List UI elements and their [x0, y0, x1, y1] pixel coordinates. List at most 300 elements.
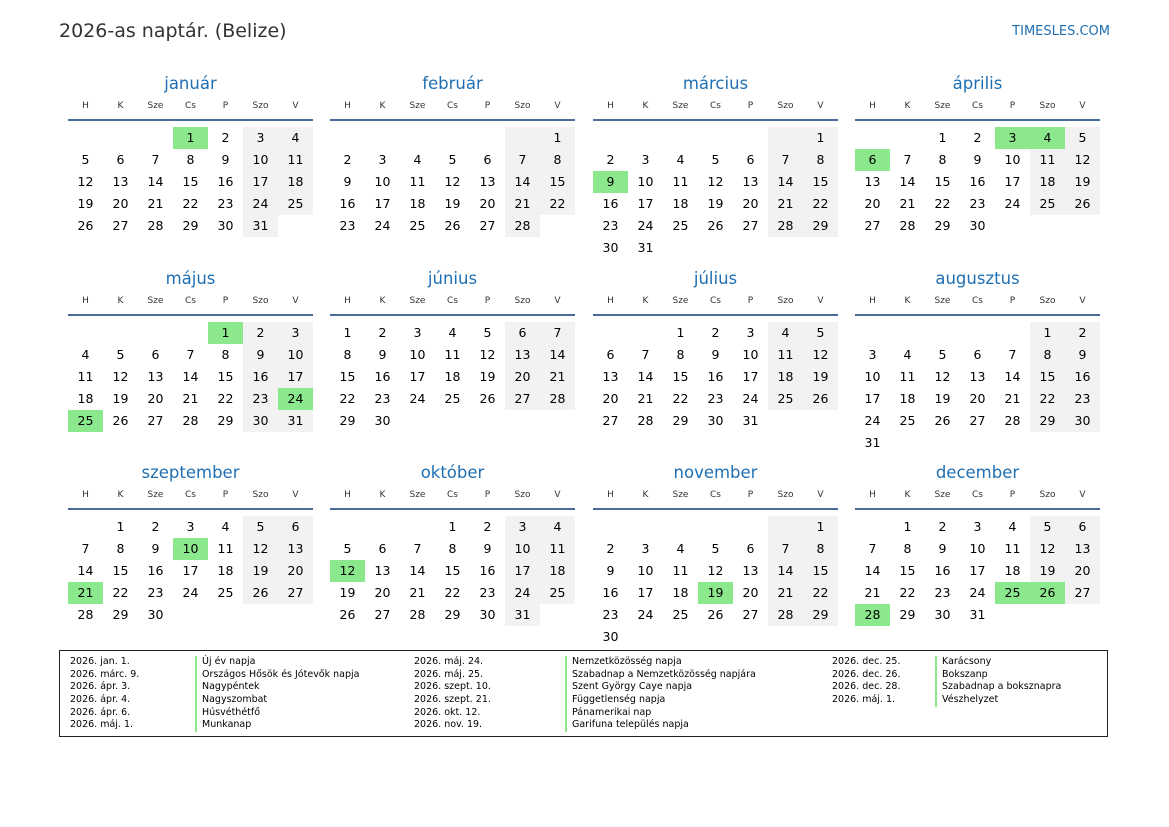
weekday-label: K: [642, 101, 649, 111]
weekday-label: H: [869, 296, 876, 306]
day-cell: 7: [81, 541, 90, 556]
day-cell: 29: [1030, 410, 1065, 432]
day-cell: 2: [378, 325, 387, 340]
holiday-name: Szent György Caye napja: [565, 681, 756, 694]
weekday-label: V: [1079, 296, 1086, 306]
day-cell: 27: [742, 607, 759, 622]
weekday-label: Szo: [1039, 490, 1056, 500]
day-cell: 17: [182, 563, 199, 578]
weekday-label: Sze: [409, 296, 426, 306]
holiday-day-cell: 10: [173, 538, 208, 560]
week-row: [68, 388, 313, 410]
day-cell: 30: [147, 607, 164, 622]
day-cell: 6: [746, 541, 755, 556]
empty-day-cell: [1030, 604, 1065, 626]
day-cell: 16: [969, 174, 986, 189]
week-row: [855, 193, 1100, 215]
month-name: május: [165, 269, 216, 288]
weekday-label: P: [222, 490, 229, 500]
day-cell: 21: [864, 585, 881, 600]
day-cell: 19: [707, 196, 724, 211]
day-cell: 21: [637, 391, 654, 406]
day-cell: 14: [540, 344, 575, 366]
day-cell: 19: [934, 391, 951, 406]
empty-day-cell: [68, 516, 103, 538]
empty-day-cell: [400, 516, 435, 538]
weekday-label: V: [554, 101, 561, 111]
day-cell: 28: [899, 218, 916, 233]
week-row: [855, 432, 1100, 454]
day-cell: 29: [444, 607, 461, 622]
day-cell: 2: [243, 322, 278, 344]
day-cell: 4: [221, 519, 230, 534]
day-cell: 22: [540, 193, 575, 215]
month-block: [68, 268, 313, 432]
weekday-label: K: [904, 101, 911, 111]
weekday-label: Szo: [777, 296, 794, 306]
day-cell: 21: [182, 391, 199, 406]
empty-day-cell: [628, 127, 663, 149]
holiday-day-cell: 6: [855, 149, 890, 171]
week-row: [593, 149, 838, 171]
week-row: [68, 604, 313, 626]
day-cell: 14: [1004, 369, 1021, 384]
day-cell: 1: [676, 325, 685, 340]
day-cell: 10: [864, 369, 881, 384]
day-cell: 19: [479, 369, 496, 384]
empty-day-cell: [103, 127, 138, 149]
day-cell: 18: [672, 196, 689, 211]
day-cell: 21: [768, 193, 803, 215]
day-cell: 24: [409, 391, 426, 406]
day-cell: 22: [803, 193, 838, 215]
day-cell: 27: [1065, 582, 1100, 604]
weekday-label: Cs: [185, 490, 196, 500]
weekday-header: [855, 488, 1100, 510]
day-cell: 15: [540, 171, 575, 193]
day-cell: 13: [742, 174, 759, 189]
day-cell: 7: [768, 538, 803, 560]
holiday-list: [59, 650, 1108, 737]
weekday-label: Sze: [672, 490, 689, 500]
holiday-name: Nagypéntek: [195, 681, 359, 694]
day-cell: 5: [711, 541, 720, 556]
day-cell: 15: [112, 563, 129, 578]
weekday-label: K: [379, 101, 386, 111]
day-cell: 26: [444, 218, 461, 233]
day-cell: 20: [864, 196, 881, 211]
day-cell: 27: [602, 413, 619, 428]
day-cell: 28: [1004, 413, 1021, 428]
holiday-name: Húsvéthétfő: [195, 707, 359, 720]
holiday-name: Vészhelyzet: [935, 694, 1061, 707]
empty-day-cell: [1065, 604, 1100, 626]
month-block: [593, 268, 838, 432]
day-cell: 2: [483, 519, 492, 534]
day-cell: 17: [864, 391, 881, 406]
weekday-label: K: [379, 490, 386, 500]
month-name: március: [682, 74, 749, 93]
day-cell: 11: [1030, 149, 1065, 171]
day-cell: 14: [505, 171, 540, 193]
day-cell: 13: [969, 369, 986, 384]
day-cell: 18: [672, 585, 689, 600]
day-cell: 3: [505, 516, 540, 538]
empty-day-cell: [400, 127, 435, 149]
weekday-label: P: [1009, 296, 1016, 306]
month-block: [68, 73, 313, 237]
holiday-date: 2026. máj. 1.: [832, 694, 896, 706]
week-row: [855, 516, 1100, 538]
day-cell: 15: [803, 560, 838, 582]
day-cell: 7: [413, 541, 422, 556]
week-row: [330, 560, 575, 582]
weekday-label: K: [379, 296, 386, 306]
holiday-day-cell: 4: [1030, 127, 1065, 149]
day-cell: 7: [505, 149, 540, 171]
weekday-label: Sze: [672, 296, 689, 306]
holiday-date: 2026. ápr. 6.: [70, 706, 131, 718]
day-cell: 3: [641, 541, 650, 556]
day-cell: 24: [182, 585, 199, 600]
day-cell: 31: [278, 410, 313, 432]
month-name: szeptember: [141, 463, 240, 482]
day-cell: 13: [479, 174, 496, 189]
day-cell: 29: [112, 607, 129, 622]
week-row: [68, 516, 313, 538]
day-cell: 28: [182, 413, 199, 428]
day-cell: 29: [803, 604, 838, 626]
day-cell: 6: [151, 347, 160, 362]
day-cell: 7: [641, 347, 650, 362]
day-cell: 16: [602, 196, 619, 211]
week-row: [68, 215, 313, 237]
day-cell: 20: [1065, 560, 1100, 582]
day-cell: 26: [339, 607, 356, 622]
day-cell: 12: [707, 563, 724, 578]
day-cell: 26: [707, 607, 724, 622]
day-cell: 15: [217, 369, 234, 384]
day-cell: 30: [479, 607, 496, 622]
weekday-label: Sze: [147, 490, 164, 500]
day-cell: 10: [505, 538, 540, 560]
day-cell: 5: [243, 516, 278, 538]
weekday-header: [593, 488, 838, 510]
day-cell: 27: [374, 607, 391, 622]
holiday-day-cell: 1: [208, 322, 243, 344]
day-cell: 30: [243, 410, 278, 432]
week-row: [855, 344, 1100, 366]
day-cell: 14: [409, 563, 426, 578]
empty-day-cell: [960, 432, 995, 454]
day-cell: 11: [899, 369, 916, 384]
day-cell: 9: [483, 541, 492, 556]
day-cell: 9: [378, 347, 387, 362]
day-cell: 6: [483, 152, 492, 167]
day-cell: 9: [711, 347, 720, 362]
empty-day-cell: [1030, 432, 1065, 454]
week-row: [593, 215, 838, 237]
day-cell: 19: [339, 585, 356, 600]
day-cell: 29: [803, 215, 838, 237]
holiday-date: 2026. szept. 10.: [414, 681, 491, 693]
day-cell: 4: [81, 347, 90, 362]
empty-day-cell: [365, 516, 400, 538]
day-cell: 13: [278, 538, 313, 560]
day-cell: 16: [1065, 366, 1100, 388]
day-cell: 30: [217, 218, 234, 233]
holiday-date: 2026. nov. 19.: [414, 719, 483, 731]
day-cell: 10: [742, 347, 759, 362]
week-row: [855, 582, 1100, 604]
holiday-name: Nagyszombat: [195, 694, 359, 707]
day-cell: 27: [479, 218, 496, 233]
day-cell: 20: [742, 585, 759, 600]
week-row: [330, 538, 575, 560]
empty-day-cell: [1065, 215, 1100, 237]
day-cell: 9: [343, 174, 352, 189]
day-cell: 20: [147, 391, 164, 406]
weekday-label: V: [292, 296, 299, 306]
day-cell: 30: [707, 413, 724, 428]
day-cell: 28: [409, 607, 426, 622]
week-row: [330, 604, 575, 626]
holiday-day-cell: 24: [278, 388, 313, 410]
empty-day-cell: [890, 322, 925, 344]
day-cell: 26: [803, 388, 838, 410]
day-cell: 13: [864, 174, 881, 189]
holiday-name: Bokszanp: [935, 669, 1061, 682]
day-cell: 8: [938, 152, 947, 167]
day-cell: 27: [505, 388, 540, 410]
week-row: [593, 410, 838, 432]
weekday-label: Szo: [777, 490, 794, 500]
empty-day-cell: [995, 432, 1030, 454]
day-cell: 9: [973, 152, 982, 167]
day-cell: 8: [903, 541, 912, 556]
month-block: [593, 73, 838, 259]
day-cell: 29: [182, 218, 199, 233]
empty-day-cell: [698, 237, 733, 259]
day-cell: 3: [973, 519, 982, 534]
month-name: február: [422, 74, 483, 93]
day-cell: 22: [182, 196, 199, 211]
day-cell: 28: [147, 218, 164, 233]
day-cell: 19: [243, 560, 278, 582]
weekday-label: H: [344, 490, 351, 500]
week-row: [855, 215, 1100, 237]
day-cell: 13: [742, 563, 759, 578]
day-cell: 28: [505, 215, 540, 237]
holiday-day-cell: 21: [68, 582, 103, 604]
week-row: [593, 388, 838, 410]
holiday-date: 2026. máj. 1.: [70, 719, 134, 731]
empty-day-cell: [540, 215, 575, 237]
holiday-name: Függetlenség napja: [565, 694, 756, 707]
weekday-label: H: [607, 296, 614, 306]
day-cell: 17: [742, 369, 759, 384]
holiday-name: Szabadnap a boksznapra: [935, 681, 1061, 694]
empty-day-cell: [855, 127, 890, 149]
day-cell: 25: [768, 388, 803, 410]
day-cell: 12: [112, 369, 129, 384]
day-cell: 4: [903, 347, 912, 362]
empty-day-cell: [733, 237, 768, 259]
day-cell: 11: [409, 174, 426, 189]
day-cell: 16: [243, 366, 278, 388]
day-cell: 14: [147, 174, 164, 189]
day-cell: 17: [243, 171, 278, 193]
empty-day-cell: [960, 322, 995, 344]
week-row: [330, 127, 575, 149]
day-cell: 19: [1065, 171, 1100, 193]
week-row: [68, 366, 313, 388]
day-cell: 4: [448, 325, 457, 340]
day-cell: 30: [969, 218, 986, 233]
empty-day-cell: [663, 516, 698, 538]
weekday-header: [68, 488, 313, 510]
empty-day-cell: [698, 626, 733, 648]
weekday-label: Sze: [934, 101, 951, 111]
day-cell: 23: [934, 585, 951, 600]
week-row: [855, 127, 1100, 149]
day-cell: 15: [899, 563, 916, 578]
day-cell: 21: [147, 196, 164, 211]
day-cell: 26: [1065, 193, 1100, 215]
day-cell: 16: [339, 196, 356, 211]
empty-day-cell: [138, 322, 173, 344]
empty-day-cell: [173, 604, 208, 626]
weekday-label: K: [642, 296, 649, 306]
weekday-label: V: [554, 490, 561, 500]
month-name: január: [164, 74, 217, 93]
day-cell: 24: [1004, 196, 1021, 211]
weekday-label: H: [869, 490, 876, 500]
brand-link[interactable]: TIMESLES.COM: [1012, 24, 1110, 39]
week-row: [593, 538, 838, 560]
day-cell: 8: [343, 347, 352, 362]
day-cell: 16: [147, 563, 164, 578]
day-cell: 15: [182, 174, 199, 189]
day-cell: 1: [540, 127, 575, 149]
day-cell: 31: [637, 240, 654, 255]
holiday-day-cell: 9: [593, 171, 628, 193]
empty-day-cell: [540, 604, 575, 626]
day-cell: 6: [606, 347, 615, 362]
day-cell: 27: [112, 218, 129, 233]
weekday-label: V: [1079, 101, 1086, 111]
day-cell: 20: [505, 366, 540, 388]
week-row: [593, 344, 838, 366]
weekday-label: V: [817, 296, 824, 306]
weekday-label: H: [869, 101, 876, 111]
day-cell: 18: [899, 391, 916, 406]
weekday-label: H: [607, 101, 614, 111]
week-row: [593, 582, 838, 604]
day-cell: 3: [746, 325, 755, 340]
day-cell: 29: [217, 413, 234, 428]
day-cell: 11: [217, 541, 234, 556]
empty-day-cell: [768, 237, 803, 259]
day-cell: 25: [278, 193, 313, 215]
day-cell: 28: [768, 604, 803, 626]
weekday-label: P: [747, 296, 754, 306]
week-row: [593, 560, 838, 582]
day-cell: 30: [602, 629, 619, 644]
day-cell: 9: [1065, 344, 1100, 366]
day-cell: 27: [278, 582, 313, 604]
day-cell: 13: [374, 563, 391, 578]
day-cell: 17: [637, 196, 654, 211]
day-cell: 8: [448, 541, 457, 556]
day-cell: 16: [707, 369, 724, 384]
day-cell: 12: [934, 369, 951, 384]
weekday-header: [855, 294, 1100, 316]
day-cell: 23: [374, 391, 391, 406]
day-cell: 28: [77, 607, 94, 622]
empty-day-cell: [628, 516, 663, 538]
weekday-label: Sze: [672, 101, 689, 111]
day-cell: 27: [147, 413, 164, 428]
day-cell: 11: [444, 347, 461, 362]
day-cell: 12: [803, 344, 838, 366]
weekday-label: Szo: [1039, 296, 1056, 306]
empty-day-cell: [803, 410, 838, 432]
day-cell: 30: [934, 607, 951, 622]
day-cell: 11: [672, 563, 689, 578]
day-cell: 26: [707, 218, 724, 233]
weekday-label: H: [344, 101, 351, 111]
week-row: [330, 322, 575, 344]
day-cell: 3: [243, 127, 278, 149]
day-cell: 5: [116, 347, 125, 362]
day-cell: 26: [243, 582, 278, 604]
weekday-label: Szo: [514, 101, 531, 111]
day-cell: 23: [339, 218, 356, 233]
day-cell: 11: [77, 369, 94, 384]
day-cell: 6: [973, 347, 982, 362]
day-cell: 8: [676, 347, 685, 362]
weekday-label: Cs: [972, 490, 983, 500]
day-cell: 25: [444, 391, 461, 406]
day-cell: 16: [602, 585, 619, 600]
day-cell: 19: [112, 391, 129, 406]
week-row: [330, 582, 575, 604]
day-cell: 14: [77, 563, 94, 578]
empty-day-cell: [593, 127, 628, 149]
weekday-label: P: [484, 490, 491, 500]
empty-day-cell: [435, 127, 470, 149]
empty-day-cell: [103, 322, 138, 344]
day-cell: 1: [803, 127, 838, 149]
month-name: november: [673, 463, 758, 482]
day-cell: 29: [934, 218, 951, 233]
week-row: [330, 344, 575, 366]
empty-day-cell: [540, 410, 575, 432]
day-cell: 16: [934, 563, 951, 578]
day-cell: 24: [505, 582, 540, 604]
day-cell: 12: [243, 538, 278, 560]
month-block: [593, 462, 838, 648]
day-cell: 2: [973, 130, 982, 145]
day-cell: 22: [934, 196, 951, 211]
weekday-label: P: [747, 490, 754, 500]
weekday-header: [330, 488, 575, 510]
day-cell: 4: [676, 152, 685, 167]
day-cell: 5: [1065, 127, 1100, 149]
day-cell: 5: [803, 322, 838, 344]
day-cell: 8: [540, 149, 575, 171]
